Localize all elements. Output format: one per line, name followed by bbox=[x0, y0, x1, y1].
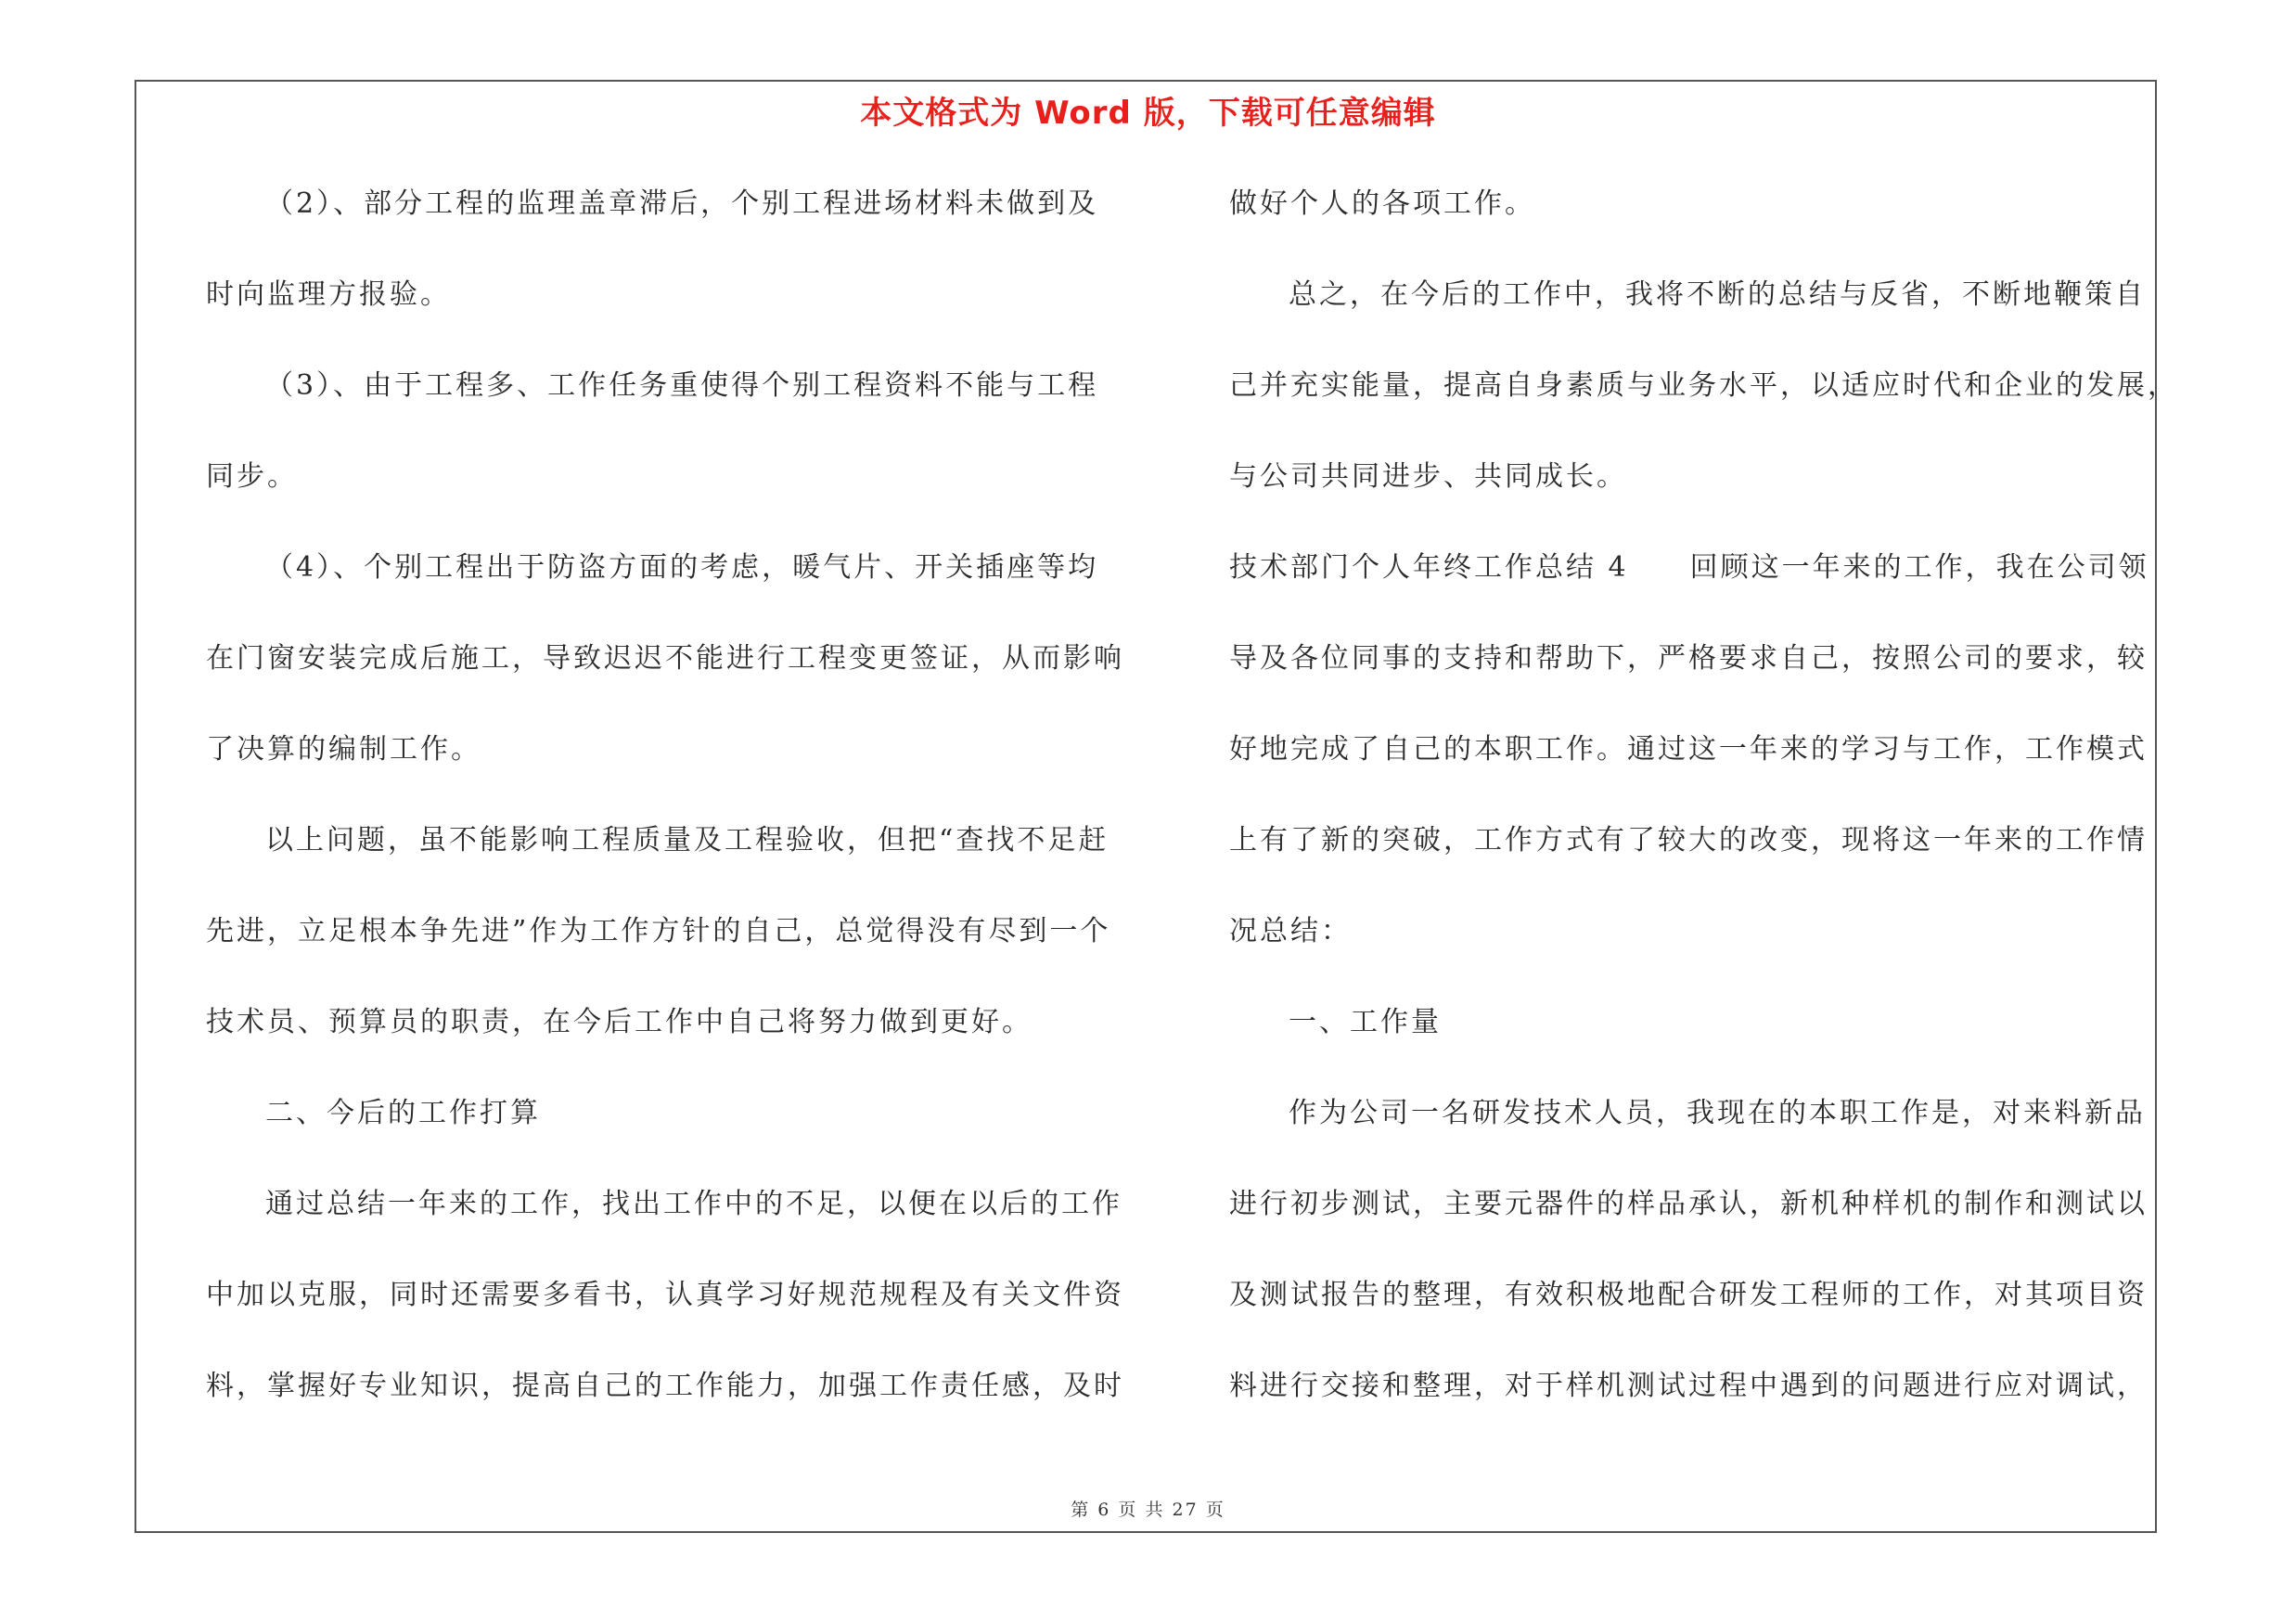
text-line: 导及各位同事的支持和帮助下，严格要求自己，按照公司的要求，较 bbox=[1229, 642, 2148, 675]
text-line: 先进，立足根本争先进”作为工作方针的自己，总觉得没有尽到一个 bbox=[206, 915, 1111, 947]
text-line: 时向监理方报验。 bbox=[206, 278, 451, 311]
text-line: 与公司共同进步、共同成长。 bbox=[1229, 460, 1627, 493]
text-line: 况总结： bbox=[1229, 915, 1352, 947]
text-line: 做好个人的各项工作。 bbox=[1229, 187, 1535, 220]
text-line: 以上问题，虽不能影响工程质量及工程验收，但把“查找不足赶 bbox=[265, 824, 1110, 857]
text-line: 己并充实能量，提高自身素质与业务水平，以适应时代和企业的发展， bbox=[1229, 369, 2178, 402]
section-heading: 一、工作量 bbox=[1289, 1006, 1442, 1038]
text-line: 作为公司一名研发技术人员，我现在的本职工作是，对来料新品 bbox=[1289, 1097, 2146, 1129]
text-line: （3）、由于工程多、工作任务重使得个别工程资料不能与工程 bbox=[265, 369, 1099, 402]
text-line: 料进行交接和整理，对于样机测试过程中遇到的问题进行应对调试， bbox=[1229, 1370, 2148, 1402]
text-line: 好地完成了自己的本职工作。通过这一年来的学习与工作，工作模式 bbox=[1229, 733, 2148, 766]
text-line: 了决算的编制工作。 bbox=[206, 733, 481, 766]
section-heading: 二、今后的工作打算 bbox=[265, 1097, 541, 1129]
text-line: （4）、个别工程出于防盗方面的考虑，暖气片、开关插座等均 bbox=[265, 551, 1099, 584]
text-line: 在门窗安装完成后施工，导致迟迟不能进行工程变更签证，从而影响 bbox=[206, 642, 1124, 675]
text-line: 进行初步测试，主要元器件的样品承认，新机种样机的制作和测试以 bbox=[1229, 1188, 2148, 1220]
text-line: 同步。 bbox=[206, 460, 298, 493]
text-line: 及测试报告的整理，有效积极地配合研发工程师的工作，对其项目资 bbox=[1229, 1279, 2148, 1311]
text-line: 上有了新的突破，工作方式有了较大的改变，现将这一年来的工作情 bbox=[1229, 824, 2148, 857]
text-line: （2）、部分工程的监理盖章滞后，个别工程进场材料未做到及 bbox=[265, 187, 1099, 220]
section-title-line: 技术部门个人年终工作总结 4 回顾这一年来的工作，我在公司领 bbox=[1229, 551, 2149, 584]
text-line: 技术员、预算员的职责，在今后工作中自己将努力做到更好。 bbox=[206, 1006, 1033, 1038]
text-line: 中加以克服，同时还需要多看书，认真学习好规范规程及有关文件资 bbox=[206, 1279, 1124, 1311]
text-line: 料，掌握好专业知识，提高自己的工作能力，加强工作责任感，及时 bbox=[206, 1370, 1124, 1402]
format-notice-banner: 本文格式为 Word 版，下载可任意编辑 bbox=[860, 95, 1436, 132]
text-line: 总之，在今后的工作中，我将不断的总结与反省，不断地鞭策自 bbox=[1289, 278, 2146, 311]
text-line: 通过总结一年来的工作，找出工作中的不足，以便在以后的工作 bbox=[265, 1188, 1122, 1220]
page-number: 第 6 页 共 27 页 bbox=[1071, 1500, 1225, 1520]
